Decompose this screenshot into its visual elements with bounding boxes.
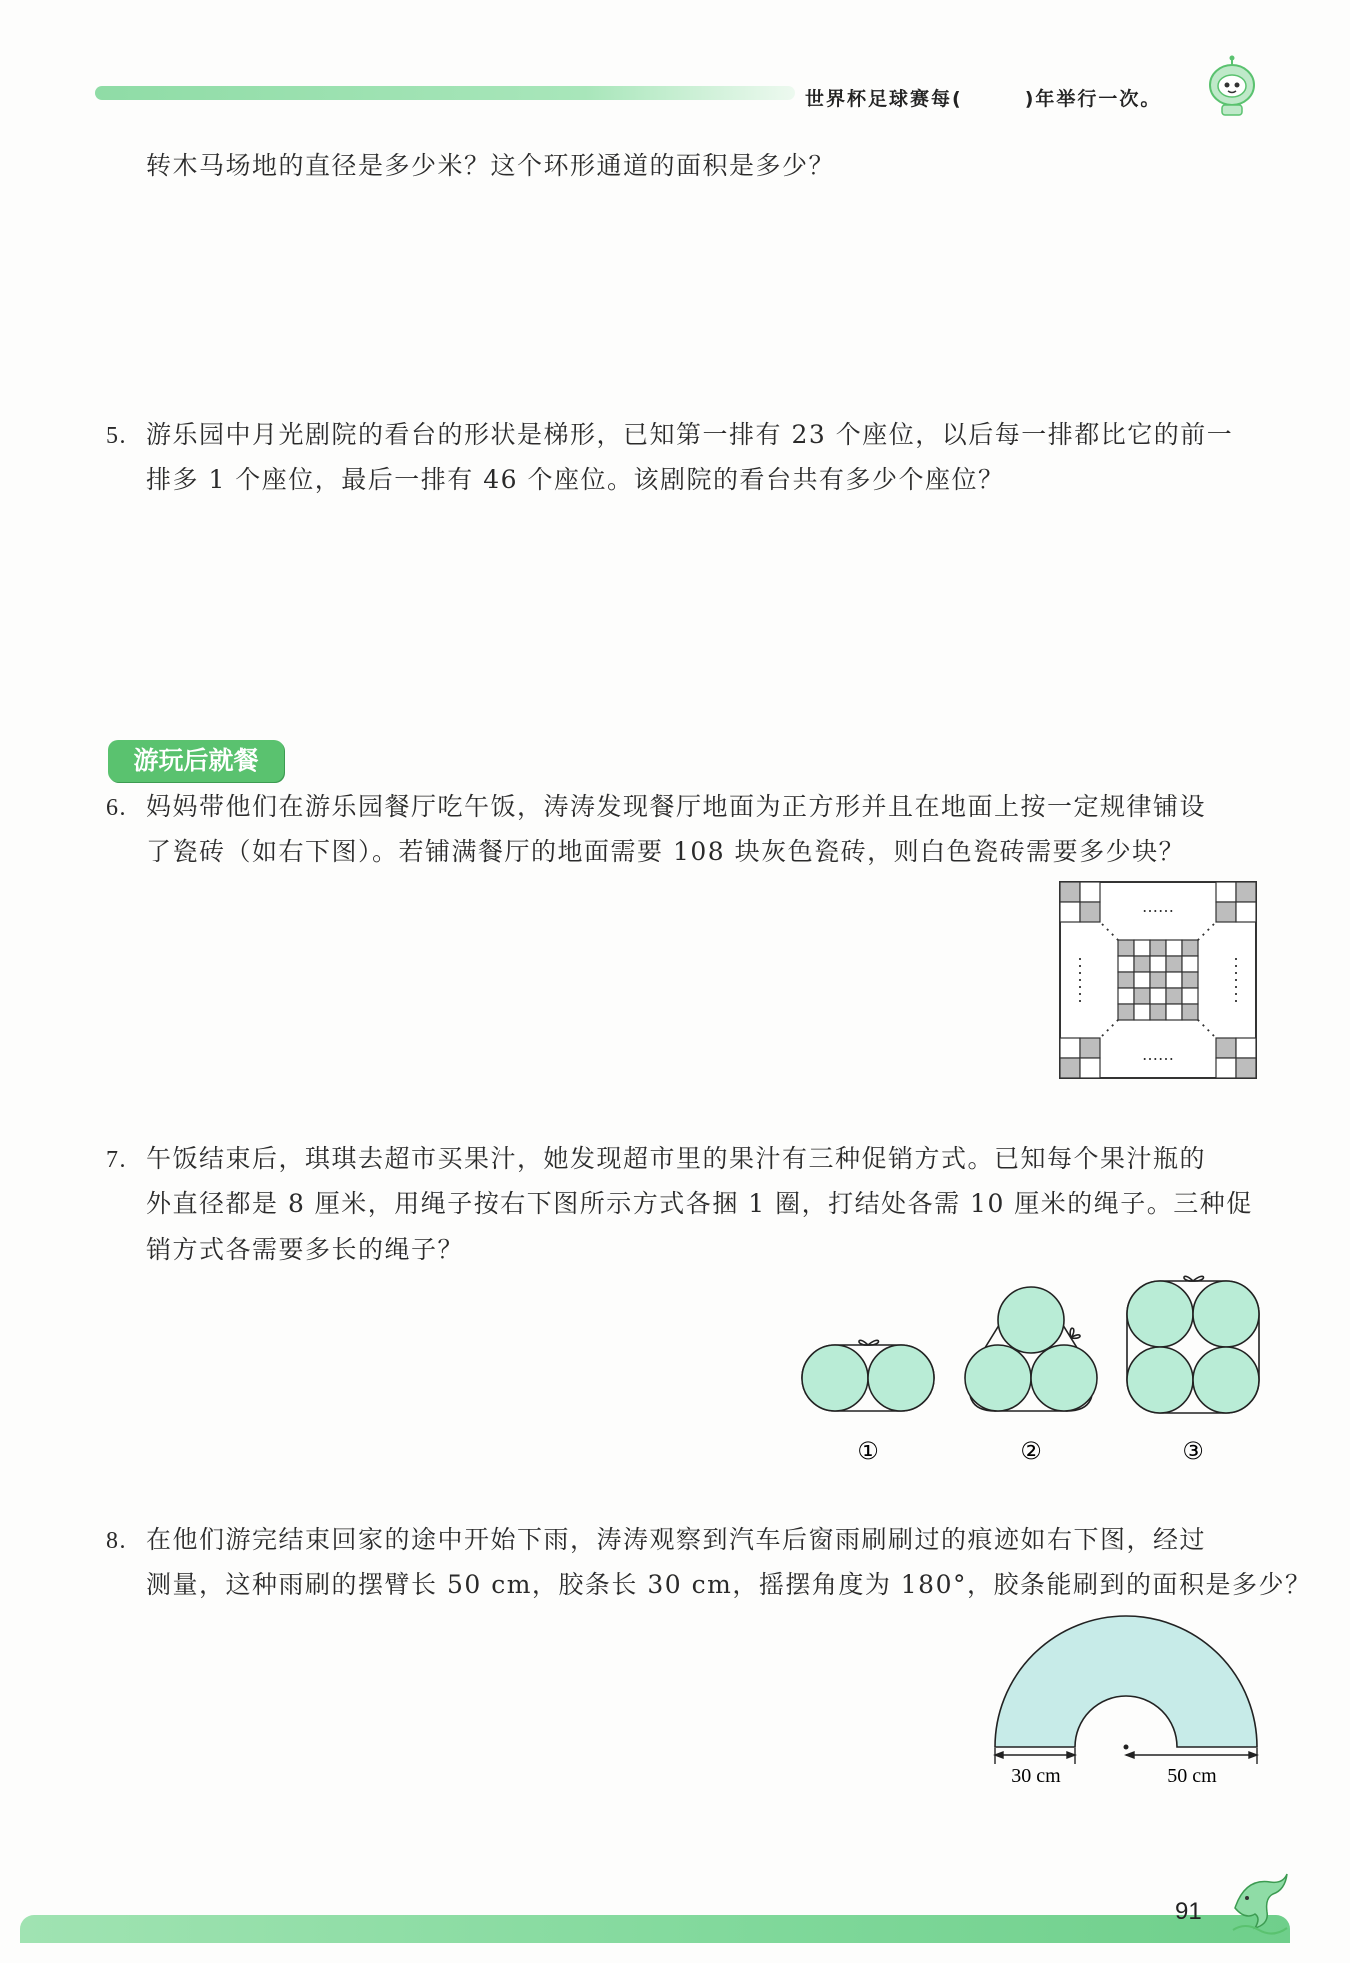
dim-label-50cm: 50 cm [1167,1765,1217,1787]
center-tile [1134,972,1150,988]
q7-text-line2: 外直径都是 8 厘米，用绳子按右下图所示方式各捆 1 圈，打结处各需 10 厘米的绳子。三种促 [146,1189,1253,1218]
center-tile [1134,956,1150,972]
q8-text-line2: 测量，这种雨刷的摆臂长 50 cm，胶条长 30 cm，摇摆角度为 180°，胶条能刷到的面积是多少？ [146,1570,1312,1599]
center-tile [1150,940,1166,956]
center-tile [1150,956,1166,972]
center-tile [1118,972,1134,988]
bundle-3 [1127,1276,1259,1413]
corner-tile-top-right [1216,882,1256,922]
center-tile [1166,972,1182,988]
q7-text-line1: 午饭结束后，琪琪去超市买果汁，她发现超市里的果汁有三种促销方式。已知每个果汁瓶的 [146,1144,1207,1173]
dimension-lines [995,1748,1257,1764]
header-text-before: 世界杯足球赛每( [805,88,963,110]
q6-text-line1: 妈妈带他们在游乐园餐厅吃午饭，涛涛发现餐厅地面为正方形并且在地面上按一定规律铺设 [146,792,1207,821]
bundle-1 [802,1340,934,1411]
bundle-2-label: ② [1020,1437,1042,1465]
top-dots-label: …… [1142,897,1174,916]
q7-number: 7. [106,1147,127,1173]
center-tile [1182,956,1198,972]
robot-mascot-icon [1202,55,1262,117]
center-tile [1118,956,1134,972]
q6-text-line2: 了瓷砖（如右下图）。若铺满餐厅的地面需要 108 块灰色瓷砖，则白色瓷砖需要多少块？ [146,837,1186,866]
corner-tile-bottom-left [1060,1038,1100,1078]
header-bar [95,86,795,100]
q5-text-line2: 排多 1 个座位，最后一排有 46 个座位。该剧院的看台共有多少个座位？ [146,465,1005,494]
bundle-1-label: ① [857,1437,879,1465]
footer-bar [20,1915,1290,1943]
center-tile [1134,988,1150,1004]
q8-text-line1: 在他们游完结束回家的途中开始下雨，涛涛观察到汽车后窗雨刷刷过的痕迹如右下图，经过 [146,1525,1207,1554]
corner-tile-top-left [1060,882,1100,922]
wiper-area-diagram [990,1612,1266,1792]
center-tile [1166,956,1182,972]
bottle-bundles-diagram [795,1272,1265,1472]
bundle-2 [965,1287,1097,1411]
q8-number: 8. [106,1528,127,1554]
center-tile [1166,1004,1182,1020]
center-tile [1166,988,1182,1004]
bow-icon [859,1340,879,1345]
bottom-dots-label: …… [1142,1045,1174,1064]
q4-text-line1: 转木马场地的直径是多少米？这个环形通道的面积是多少？ [146,151,836,180]
center-tile [1182,940,1198,956]
dolphin-icon [1225,1868,1295,1938]
corner-tile-bottom-right [1216,1038,1256,1078]
dim-label-30cm: 30 cm [1011,1765,1061,1787]
center-tile [1150,1004,1166,1020]
center-tile [1118,1004,1134,1020]
page-number: 91 [1175,1898,1202,1925]
q7-text-line3: 销方式各需要多长的绳子？ [146,1235,465,1264]
center-tile [1118,988,1134,1004]
tile-floor-diagram [1058,880,1260,1080]
bow-icon [1070,1328,1080,1338]
center-tile [1182,988,1198,1004]
center-tile [1118,940,1134,956]
bundle-3-label: ③ [1182,1437,1204,1465]
center-tile [1134,1004,1150,1020]
center-tile [1182,1004,1198,1020]
center-tile [1150,988,1166,1004]
center-tile [1182,972,1198,988]
pivot-point [1124,1745,1129,1750]
center-tile [1150,972,1166,988]
header-quiz [805,84,1161,111]
header-text-after: )年举行一次。 [1024,88,1162,110]
center-tile [1166,940,1182,956]
q5-number: 5. [106,423,127,449]
center-tile-grid [1118,940,1198,1020]
bow-icon [1184,1276,1204,1281]
center-tile [1134,940,1150,956]
q5-text-line1: 游乐园中月光剧院的看台的形状是梯形，已知第一排有 23 个座位，以后每一排都比它的前一 [146,420,1234,449]
section-title-tag: 游玩后就餐 [108,740,284,782]
q6-number: 6. [106,795,127,821]
wiper-swept-area [995,1616,1257,1747]
